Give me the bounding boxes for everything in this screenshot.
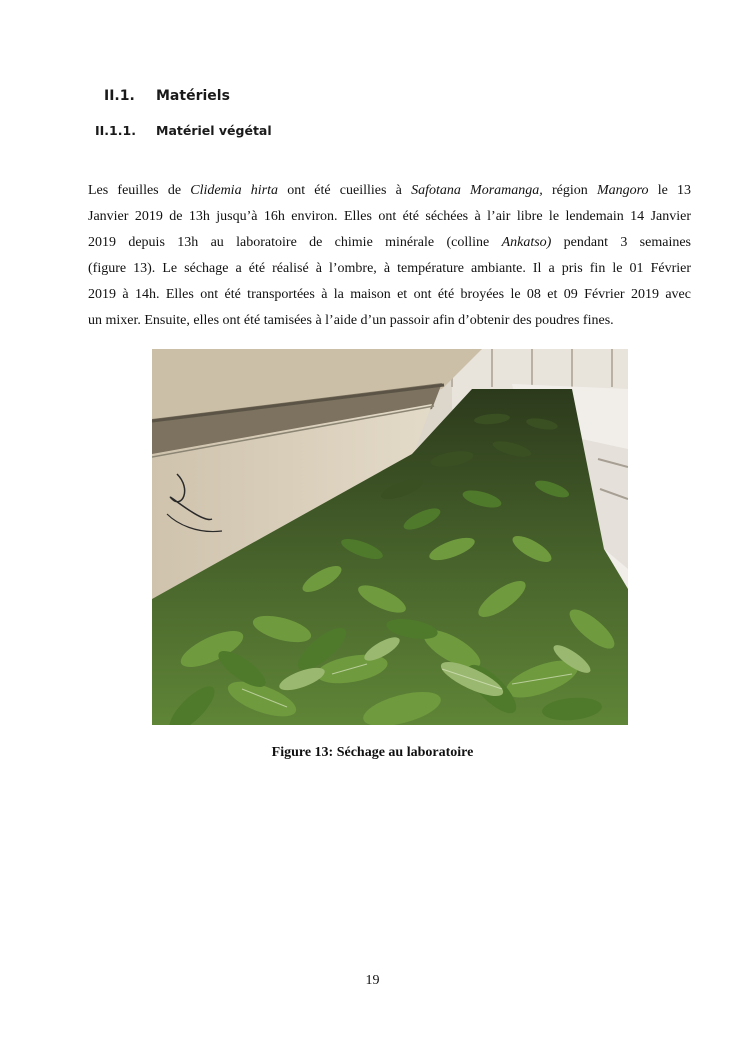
place-name: Ankatso) bbox=[501, 235, 552, 250]
photo-illustration bbox=[152, 349, 628, 725]
page-number: 19 bbox=[365, 973, 380, 988]
text-run: le 13 bbox=[648, 183, 691, 198]
section-heading bbox=[104, 88, 230, 104]
figure-caption: Figure 13: Séchage au laboratoire bbox=[271, 745, 474, 760]
text-run: 2019 depuis 13h au laboratoire de chimie minérale (colline bbox=[88, 235, 502, 250]
section-number: II.1. bbox=[104, 88, 135, 104]
text-run: ont été cueillies à bbox=[278, 183, 412, 198]
paragraph-line bbox=[88, 178, 691, 204]
paragraph-line bbox=[88, 230, 691, 256]
text-run: région bbox=[542, 183, 597, 198]
paragraph-line: 2019 à 14h. Elles ont été transportées à la maison et ont été broyées le 08 et 09 Février 2019 avec bbox=[88, 287, 691, 302]
place-name: Safotana Moramanga, bbox=[411, 183, 543, 198]
body-paragraph bbox=[88, 178, 691, 334]
subsection-title: Matériel végétal bbox=[156, 123, 272, 138]
subsection-heading bbox=[95, 123, 272, 138]
text-run: Les feuilles de bbox=[88, 183, 191, 198]
species-name: Clidemia hirta bbox=[190, 183, 278, 198]
text-run: pendant 3 semaines bbox=[551, 235, 691, 250]
region-name: Mangoro bbox=[596, 183, 649, 198]
paragraph-line: Janvier 2019 de 13h jusqu’à 16h environ. Elles ont été séchées à l’air libre le lendemain 14 Janvier bbox=[88, 209, 691, 224]
subsection-number: II.1.1. bbox=[95, 123, 136, 138]
section-title: Matériels bbox=[156, 88, 230, 104]
paragraph-line: (figure 13). Le séchage a été réalisé à l’ombre, à température ambiante. Il a pris fin le 01 Février bbox=[88, 261, 691, 276]
paragraph-line: un mixer. Ensuite, elles ont été tamisées à l’aide d’un passoir afin d’obtenir des poudres fines. bbox=[88, 313, 614, 328]
drying-leaves-photo bbox=[152, 349, 628, 725]
